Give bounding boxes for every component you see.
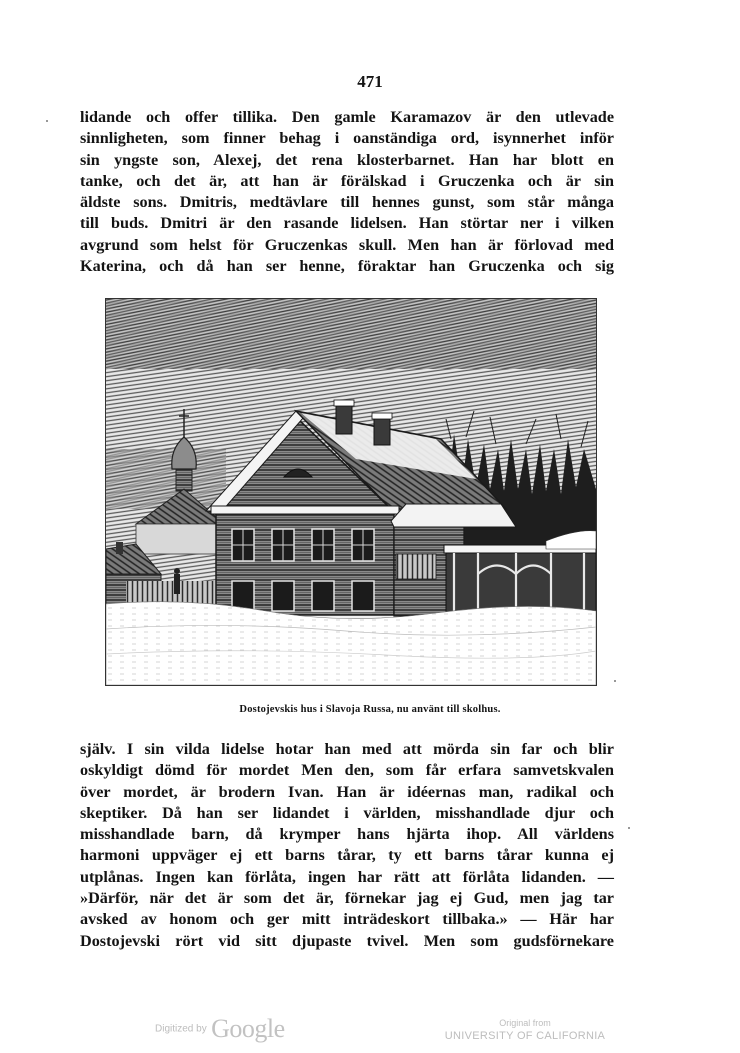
page-number: 471 <box>357 72 383 91</box>
text-line: harmoni uppväger ej ett barns tårar, ty ett barns tårar kunna ej <box>80 846 614 865</box>
text-line: »Därför, när det är som det är, förnekar jag ej Gud, men jag tar <box>80 889 614 908</box>
figure-caption: Dostojevskis hus i Slavoja Russa, nu använt till skolhus. <box>239 704 501 715</box>
house-illustration <box>105 298 597 686</box>
text-line: äldste sons. Dmitris, medtävlare till hennes gunst, som står många <box>80 193 614 212</box>
scan-speck <box>628 827 630 829</box>
google-logo: Google <box>211 1014 285 1043</box>
text-line: över mordet, är brodern Ivan. Han är idéernas man, radikal och <box>80 782 614 801</box>
scan-speck <box>46 120 48 122</box>
text-line: skeptiker. Då han ser lidandet i världen, misshandlade djur och <box>80 803 614 822</box>
text-line: Katerina, och då han ser henne, föraktar han Gruczenka och sig <box>80 257 614 276</box>
digitized-by-label: Digitized by <box>155 1023 207 1035</box>
text-line: Dostojevski rört vid sitt djupaste tvivel. Men som gudsförnekare <box>80 931 614 950</box>
body-text-top <box>80 107 614 277</box>
text-line: misshandlade barn, då krymper hans hjärta ihop. All världens <box>80 825 614 844</box>
text-line: till buds. Dmitri är den rasande lidelsen. Han störtar ner i vilken <box>80 214 614 233</box>
original-from-label: Original from <box>499 1018 551 1028</box>
text-line: lidande och offer tillika. Den gamle Karamazov är den utlevade <box>80 108 614 126</box>
body-text-bottom <box>80 739 614 952</box>
original-from-watermark <box>440 1018 610 1043</box>
text-line: sinnligheten, som finner behag i oanständiga ord, isynnerhet inför <box>80 129 614 148</box>
digitized-by-watermark <box>155 1014 285 1044</box>
scan-speck <box>614 680 616 682</box>
text-line: utplånas. Ingen kan förlåta, ingen har rätt att förlåta lidanden. — <box>80 867 614 886</box>
university-label: UNIVERSITY OF CALIFORNIA <box>444 1030 606 1042</box>
text-line: sin yngste son, Alexej, det rena klosterbarnet. Han har blott en <box>80 150 614 169</box>
text-line: själv. I sin vilda lidelse hotar han med att mörda sin far och blir <box>80 740 614 758</box>
text-line: avgrund som helst för Gruczenkas skull. Men han är förlovad med <box>80 235 614 254</box>
text-line: avsked av honom och ger mitt inträdeskort tillbaka.» — Här har <box>80 910 614 929</box>
text-line: tanke, och det är, att han är förälskad i Gruczenka och är sin <box>80 171 614 190</box>
text-line: oskyldigt dömd för mordet Men den, som får erfara samvetskvalen <box>80 761 614 780</box>
